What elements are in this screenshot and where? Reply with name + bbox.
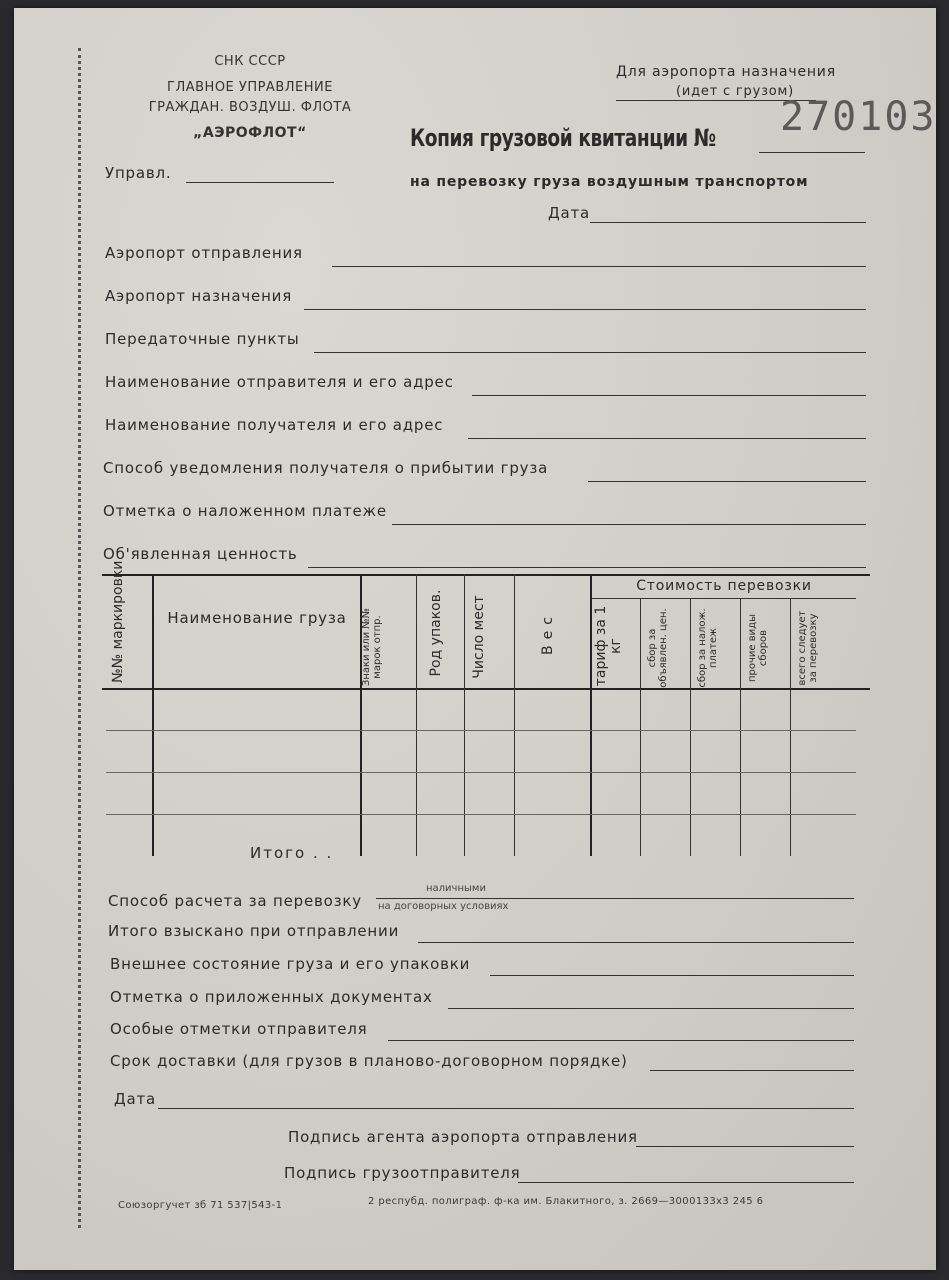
col-header-other-fees: прочие виды сборов: [747, 614, 769, 682]
org-line-2: ГЛАВНОЕ УПРАВЛЕНИЕ: [167, 80, 333, 95]
table-row-line: [106, 730, 856, 731]
agent-signature-line[interactable]: [636, 1146, 854, 1147]
uprav-label: Управл.: [105, 164, 172, 182]
date-line-top: [590, 222, 866, 223]
col-header-marking: №№ маркировки: [110, 560, 126, 683]
payment-option-cash: наличными: [426, 883, 486, 894]
uprav-line: [186, 182, 334, 183]
org-line-1: СНК СССР: [214, 54, 286, 69]
col-header-declared-fee: сбор за объявлен. цен.: [647, 608, 669, 688]
page-title: Копия грузовой квитанции №: [410, 124, 716, 152]
goes-with-cargo-label: (идет с грузом): [676, 84, 795, 99]
field-attached-docs: Отметка о приложенных документах: [110, 988, 433, 1006]
cost-subheader-line: [590, 598, 856, 599]
line-departure-airport[interactable]: [332, 266, 866, 267]
perforation-line: [78, 48, 81, 1228]
col-header-tariff: тариф за 1 кг: [593, 605, 624, 687]
field-destination-airport: Аэропорт назначения: [105, 287, 293, 305]
shipper-signature-line[interactable]: [518, 1182, 854, 1183]
line-external-condition[interactable]: [490, 975, 854, 976]
line-payment-method[interactable]: [376, 898, 854, 899]
field-payment-method: Способ расчета за перевозку: [108, 892, 362, 910]
line-cod-mark[interactable]: [392, 524, 866, 525]
col-header-total-due: всего следует за перевозку: [797, 610, 819, 686]
field-date-bottom: Дата: [114, 1090, 157, 1108]
line-total-collected[interactable]: [418, 942, 854, 943]
agent-signature-label: Подпись агента аэропорта отправления: [288, 1128, 638, 1146]
receipt-form: [14, 8, 936, 1270]
col-header-name: Наименование груза: [167, 609, 347, 627]
col-divider: [640, 598, 641, 856]
line-recipient-address[interactable]: [468, 438, 866, 439]
col-header-packaging: Род упаков.: [428, 589, 444, 677]
for-airport-label: Для аэропорта назначения: [616, 64, 836, 80]
field-departure-airport: Аэропорт отправления: [105, 244, 303, 262]
line-notification-method[interactable]: [588, 481, 866, 482]
line-sender-address[interactable]: [472, 395, 866, 396]
receipt-number-stamp: 270103: [780, 94, 937, 140]
footer-left-imprint: Союзоргучет зб 71 537|543-1: [118, 1200, 283, 1211]
field-cod-mark: Отметка о наложенном платеже: [103, 502, 387, 520]
field-notification-method: Способ уведомления получателя о прибытии груза: [103, 459, 549, 477]
col-header-weight: Вес: [540, 611, 556, 655]
org-line-3: ГРАЖДАН. ВОЗДУШ. ФЛОТА: [148, 100, 352, 115]
field-declared-value: Об'явленная ценность: [103, 545, 298, 563]
col-divider: [690, 598, 691, 856]
field-sender-address: Наименование отправителя и его адрес: [105, 373, 454, 391]
table-row-line: [106, 772, 856, 773]
cost-header: Стоимость перевозки: [636, 578, 812, 594]
col-header-signs: Знаки или №№ марок отпр.: [361, 607, 383, 687]
table-total-label: Итого . .: [250, 844, 334, 862]
line-special-marks[interactable]: [388, 1040, 854, 1041]
payment-option-contract: на договорных условиях: [378, 901, 509, 912]
table-top-border: [102, 574, 870, 576]
field-transfer-points: Передаточные пункты: [105, 330, 300, 348]
field-delivery-term: Срок доставки (для грузов в планово-договорном порядке): [110, 1052, 628, 1070]
line-delivery-term[interactable]: [650, 1070, 854, 1071]
title-number-line: [759, 152, 865, 153]
line-date-bottom[interactable]: [158, 1108, 854, 1109]
line-declared-value[interactable]: [308, 567, 866, 568]
field-total-collected: Итого взыскано при отправлении: [108, 922, 400, 940]
org-name: „АЭРОФЛОТ“: [193, 125, 307, 141]
field-special-marks: Особые отметки отправителя: [110, 1020, 368, 1038]
subtitle: на перевозку груза воздушным транспортом: [410, 174, 809, 190]
field-recipient-address: Наименование получателя и его адрес: [105, 416, 444, 434]
line-destination-airport[interactable]: [304, 309, 866, 310]
footer-right-imprint: 2 респубд. полиграф. ф-ка им. Блакитного, з. 2669—3000133х3 245 6: [368, 1196, 764, 1207]
col-divider: [740, 598, 741, 856]
shipper-signature-label: Подпись грузоотправителя: [284, 1164, 521, 1182]
field-external-condition: Внешнее состояние груза и его упаковки: [110, 955, 471, 973]
col-header-cod-fee: сбор за налож. платеж: [697, 608, 719, 688]
col-header-places: Число мест: [471, 595, 487, 679]
col-divider: [790, 598, 791, 856]
table-row-line: [106, 814, 856, 815]
date-label-top: Дата: [548, 204, 591, 222]
line-attached-docs[interactable]: [448, 1008, 854, 1009]
line-transfer-points[interactable]: [314, 352, 866, 353]
